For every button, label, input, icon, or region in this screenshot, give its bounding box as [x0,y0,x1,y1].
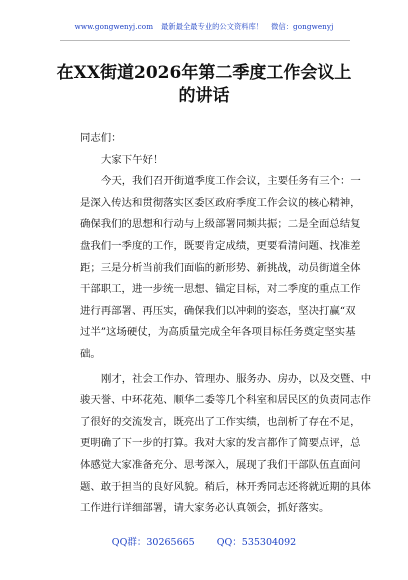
greeting: 大家下午好！ [101,153,164,166]
header-website: www.gongwenyj.com [74,22,154,31]
site-header [0,22,408,32]
footer-qq-group: QQ群：30265665 [111,537,195,548]
paragraph-1-line: 确保我们的思想和行动与上级部署同频共振；二是全面总结复 [80,218,361,231]
paragraph-1-line: 进行再部署、再压实，确保我们以冲刺的姿态，坚决打赢“双 [80,304,356,317]
paragraph-1-line: 是深入传达和贯彻落实区委区政府季度工作会议的核心精神， [80,196,361,209]
paragraph-2-line: 工作进行详细部署，请大家务必认真领会，抓好落实。 [80,502,330,515]
speech-body [80,128,372,520]
header-slogan: 最新最全最专业的公文资料库！ [161,22,264,31]
footer-qq: QQ：535304092 [216,537,297,548]
title-line-1: 在XX街道2026年第二季度工作会议上 [56,63,352,83]
paragraph-1-line: 今天，我们召开街道季度工作会议，主要任务有三个：一 [101,175,361,188]
paragraph-1-line: 干部职工，进一步统一思想、锚定目标，对二季度的重点工作 [80,283,361,296]
paragraph-2-line: 题、敢于担当的良好风貌。稍后，林开秀同志还将就近期的具体 [80,480,371,493]
salutation: 同志们： [80,132,122,144]
header-wechat: 微信：gongwenyj [271,22,334,31]
paragraph-1-line: 础。 [80,347,101,360]
site-footer [0,534,408,548]
title-line-2: 的讲话 [178,86,230,106]
paragraph-2-line: 了很好的交流发言，既亮出了工作实绩，也剖析了存在不足， [80,415,361,428]
paragraph-2-line: 体感觉大家准备充分、思考深入，展现了我们干部队伍直面问 [80,458,361,471]
document-title [50,62,358,108]
header-divider [60,40,350,41]
paragraph-1-line: 盘我们一季度的工作，既要肯定成绩，更要看清问题、找准差 [80,239,361,252]
paragraph-2-line: 刚才，社会工作办、管理办、服务办、房办，以及交暨、中 [101,372,372,385]
paragraph-2-line: 更明确了下一步的打算。我对大家的发言都作了简要点评，总 [80,437,361,450]
paragraph-1-line: 距；三是分析当前我们面临的新形势、新挑战，动员街道全体 [80,261,361,274]
paragraph-2-line: 骏天誉、中环花苑、顺华二委等几个科室和居民区的负责同志作 [80,394,371,407]
paragraph-1-line: 过半”这场硬仗，为高质量完成全年各项目标任务奠定坚实基 [80,326,356,339]
